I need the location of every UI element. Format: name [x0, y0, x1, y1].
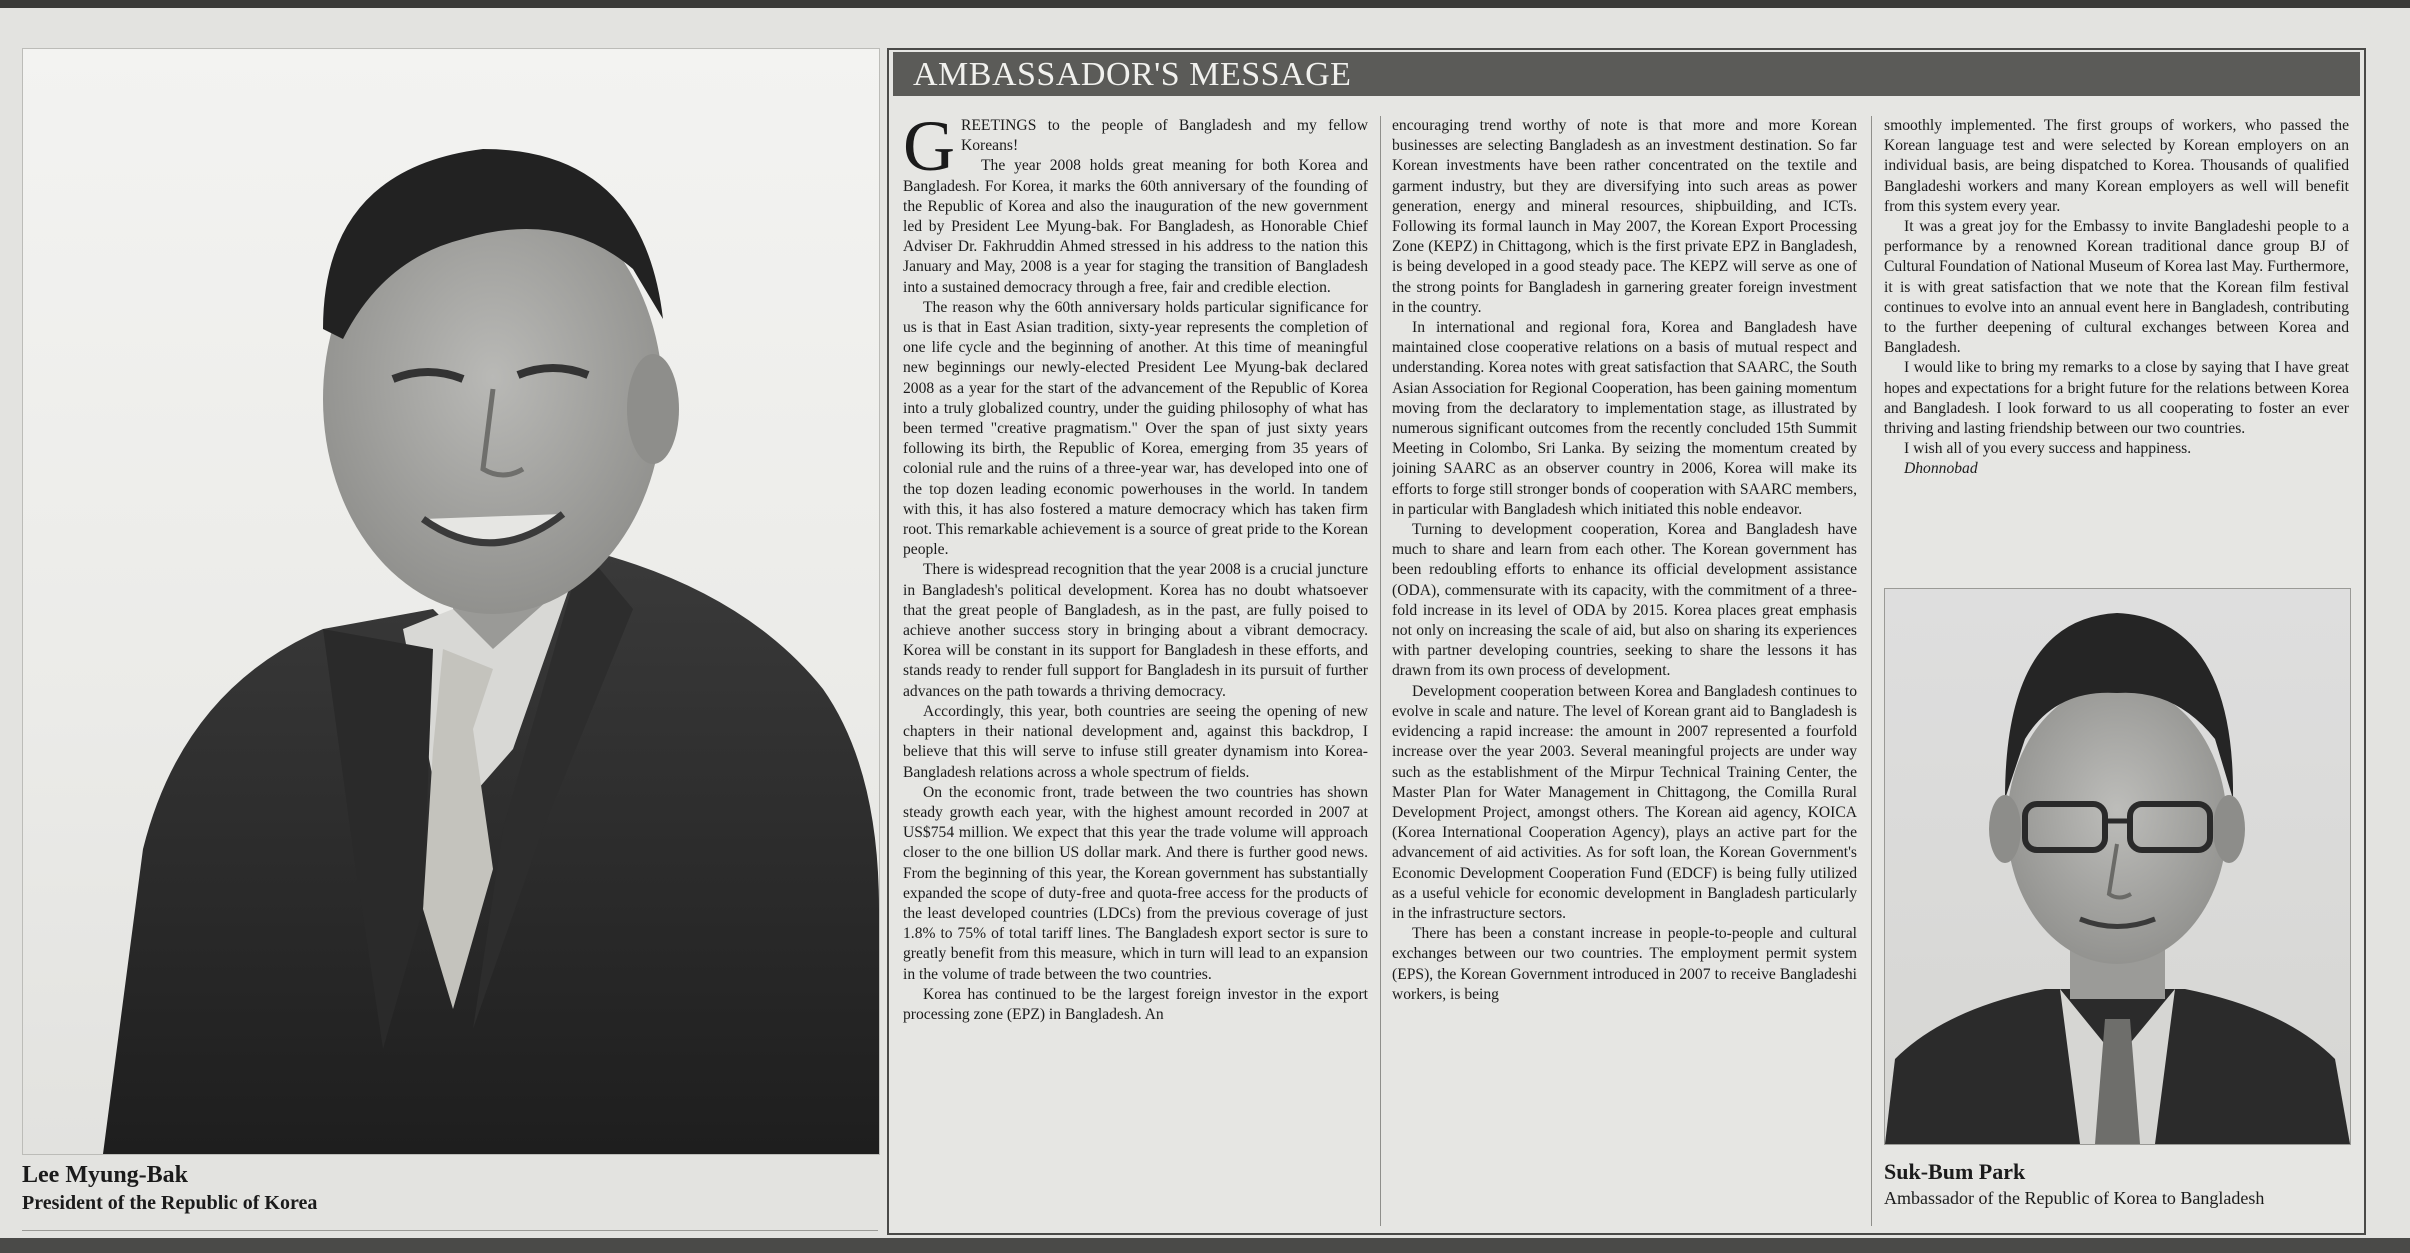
ambassador-photo — [1884, 588, 2351, 1145]
message-column-1 — [903, 116, 1368, 1228]
greeting-text: REETINGS to the people of Bangladesh and my fellow Koreans! — [961, 117, 1368, 155]
signoff: Dhonnobad — [1904, 460, 1978, 478]
column-divider — [1380, 116, 1381, 1226]
paragraph: Turning to development cooperation, Korea and Bangladesh have much to share and learn from each other. The Korean government has been redoubling efforts to enhance its official development assistance (ODA), commensurate with its capacity, with the commitment of a three-fold increase in its level of ODA by 2015. Korea places great emphasis not only on increasing the scale of aid, but also on sharing its experiences with partner developing countries, seeking to share the lessons it has drawn from its own process of development. — [1392, 521, 1857, 680]
paragraph: There is widespread recognition that the year 2008 is a crucial juncture in Bangladesh's political development. Korea has no doubt whatsoever that the great people of Bangladesh, as in the past, are fully poised to achieve another success story in bringing about a vibrant democracy. Korea will be constant in its support for Bangladesh in these efforts, and stands ready to render full support for Bangladesh in its pursuit of further advances on the path towards a thriving democracy. — [903, 561, 1368, 700]
greeting-paragraph — [903, 116, 1368, 186]
drop-cap: G — [903, 116, 955, 186]
president-photo — [22, 48, 880, 1155]
column-divider — [1871, 116, 1872, 1226]
caption-divider — [22, 1230, 878, 1231]
paragraph: The year 2008 holds great meaning for both Korea and Bangladesh. For Korea, it marks the 60th anniversary of the founding of the Republic of Korea and also the inauguration of the new government led by President Lee Myung-bak. For Bangladesh, as Honorable Chief Adviser Dr. Fakhruddin Ahmed stressed in his address to the nation this January and May, 2008 is a year for staging the transition of Bangladesh into a sustained democracy through a free, fair and credible election. — [903, 157, 1368, 296]
bottom-border — [0, 1238, 2410, 1253]
message-column-3 — [1884, 116, 2349, 586]
message-header-bar — [893, 52, 2360, 96]
paragraph: smoothly implemented. The first groups of workers, who passed the Korean language test and were selected by Korean employers on an individual basis, are being dispatched to Korea. Thousands of qualified Bangladeshi workers and many Korean employers as well will benefit from this system every year. — [1884, 117, 2349, 215]
ambassador-message-box — [887, 48, 2366, 1235]
newspaper-page — [0, 8, 2410, 1238]
paragraph: I would like to bring my remarks to a close by saying that I have great hopes and expectations for a bright future for the relations between Korea and Bangladesh. I look forward to us all cooperating to foster an ever thriving and lasting friendship between our two countries. — [1884, 359, 2349, 438]
message-column-2 — [1392, 116, 1857, 1228]
message-heading: AMBASSADOR'S MESSAGE — [913, 56, 1352, 93]
president-name: Lee Myung-Bak — [22, 1162, 189, 1188]
president-caption — [22, 1160, 878, 1216]
paragraph: Development cooperation between Korea and Bangladesh continues to evolve in scale and nature. The level of Korean grant aid to Bangladesh is evidencing a rapid increase: the amount in 2007 represented a fourfold increase over the year 2003. Several meaningful projects are under way such as the establishment of the Mirpur Technical Training Center, the Master Plan for Water Management in Chittagong, the Comilla Rural Development Project, amongst others. The Korean aid agency, KOICA (Korea International Cooperation Agency), plays an active part for the advancement of aid activities. As for soft loan, the Korean Government's Economic Development Cooperation Fund (EDCF) is being fully utilized as a useful vehicle for economic development in Bangladesh particularly in the infrastructure sectors. — [1392, 682, 1857, 922]
president-portrait-image — [23, 49, 879, 1154]
ambassador-caption — [1884, 1158, 2354, 1210]
paragraph: Accordingly, this year, both countries are seeing the opening of new chapters in their national development and, against this backdrop, I believe that this will serve to infuse still greater dynamism into Korea-Bangladesh relations across a whole spectrum of fields. — [903, 702, 1368, 781]
ambassador-portrait-image — [1885, 589, 2350, 1144]
paragraph: The reason why the 60th anniversary holds particular significance for us is that in East Asian tradition, sixty-year represents the completion of one life cycle and the beginning of another. At this time of meaningful new beginnings our newly-elected President Lee Myung-bak declared 2008 as a year for the start of the advancement of the Republic of Korea into a truly globalized country, under the guiding philosophy of what has been termed "creative pragmatism." Over the span of just sixty years following its birth, the Republic of Korea, emerging from 35 years of colonial rule and the ruins of a three-year war, has developed into one of the top dozen leading economic powerhouses in the world. In tandem with this, it has also fostered a mature democracy which has taken firm root. This remarkable achievement is a source of great pride to the Korean people. — [903, 298, 1368, 559]
president-title: President of the Republic of Korea — [22, 1192, 318, 1214]
paragraph: On the economic front, trade between the two countries has shown steady growth each year, with the highest amount recorded in 2007 at US$754 million. We expect that this year the trade volume will approach closer to the one billion US dollar mark. And there is further good news. From the beginning of this year, the Korean government has substantially expanded the scope of duty-free and quota-free access for the products of the least developed countries (LDCs) from the previous coverage of just 1.8% to 75% of total tariff lines. The Bangladesh export sector is sure to greatly benefit from this measure, which in turn will lead to an expansion in the volume of trade between the two countries. — [903, 783, 1368, 983]
paragraph: Korea has continued to be the largest foreign investor in the export processing zone (EPZ) in Bangladesh. An — [903, 985, 1368, 1023]
ambassador-name: Suk-Bum Park — [1884, 1159, 2026, 1184]
paragraph: I wish all of you every success and happiness. — [1904, 440, 2192, 458]
paragraph: encouraging trend worthy of note is that more and more Korean businesses are selecting Bangladesh as an investment destination. So far Korean investments have been rather concentrated on the textile and garment industry, but they are diversifying into such areas as power generation, energy and mineral resources, shipbuilding, and ICTs. Following its formal launch in May 2007, the Korean Export Processing Zone (KEPZ) in Chittagong, which is the first private EPZ in Bangladesh, is being developed in a good steady pace. The KEPZ will serve as one of the strong points for Bangladesh in garnering greater foreign investment in the country. — [1392, 117, 1857, 316]
top-border — [0, 0, 2410, 8]
paragraph: There has been a constant increase in people-to-people and cultural exchanges between our two countries. The employment permit system (EPS), the Korean Government introduced in 2007 to receive Bangladeshi workers, is being — [1392, 925, 1857, 1003]
paragraph: It was a great joy for the Embassy to invite Bangladeshi people to a performance by a renowned Korean traditional dance group BJ of Cultural Foundation of National Museum of Korea last May. Furthermore, it is with great satisfaction that we note that the Korean film festival continues to evolve into an annual event here in Bangladesh, contributing to the further deepening of cultural exchanges between Korea and Bangladesh. — [1884, 218, 2349, 357]
paragraph: In international and regional fora, Korea and Bangladesh have maintained close cooperative relations on a basis of mutual respect and understanding. Korea notes with great satisfaction that SAARC, the South Asian Association for Regional Cooperation, has been gaining momentum moving from the declaratory to implementation stage, as illustrated by numerous significant outcomes from the recently concluded 15th Summit Meeting in Colombo, Sri Lanka. By seizing the momentum created by joining SAARC as an observer country in 2006, Korea will make its efforts to forge still stronger bonds of cooperation with SAARC members, in particular with Bangladesh which initiated this noble endeavor. — [1392, 319, 1857, 518]
ambassador-title: Ambassador of the Republic of Korea to Bangladesh — [1884, 1188, 2265, 1208]
